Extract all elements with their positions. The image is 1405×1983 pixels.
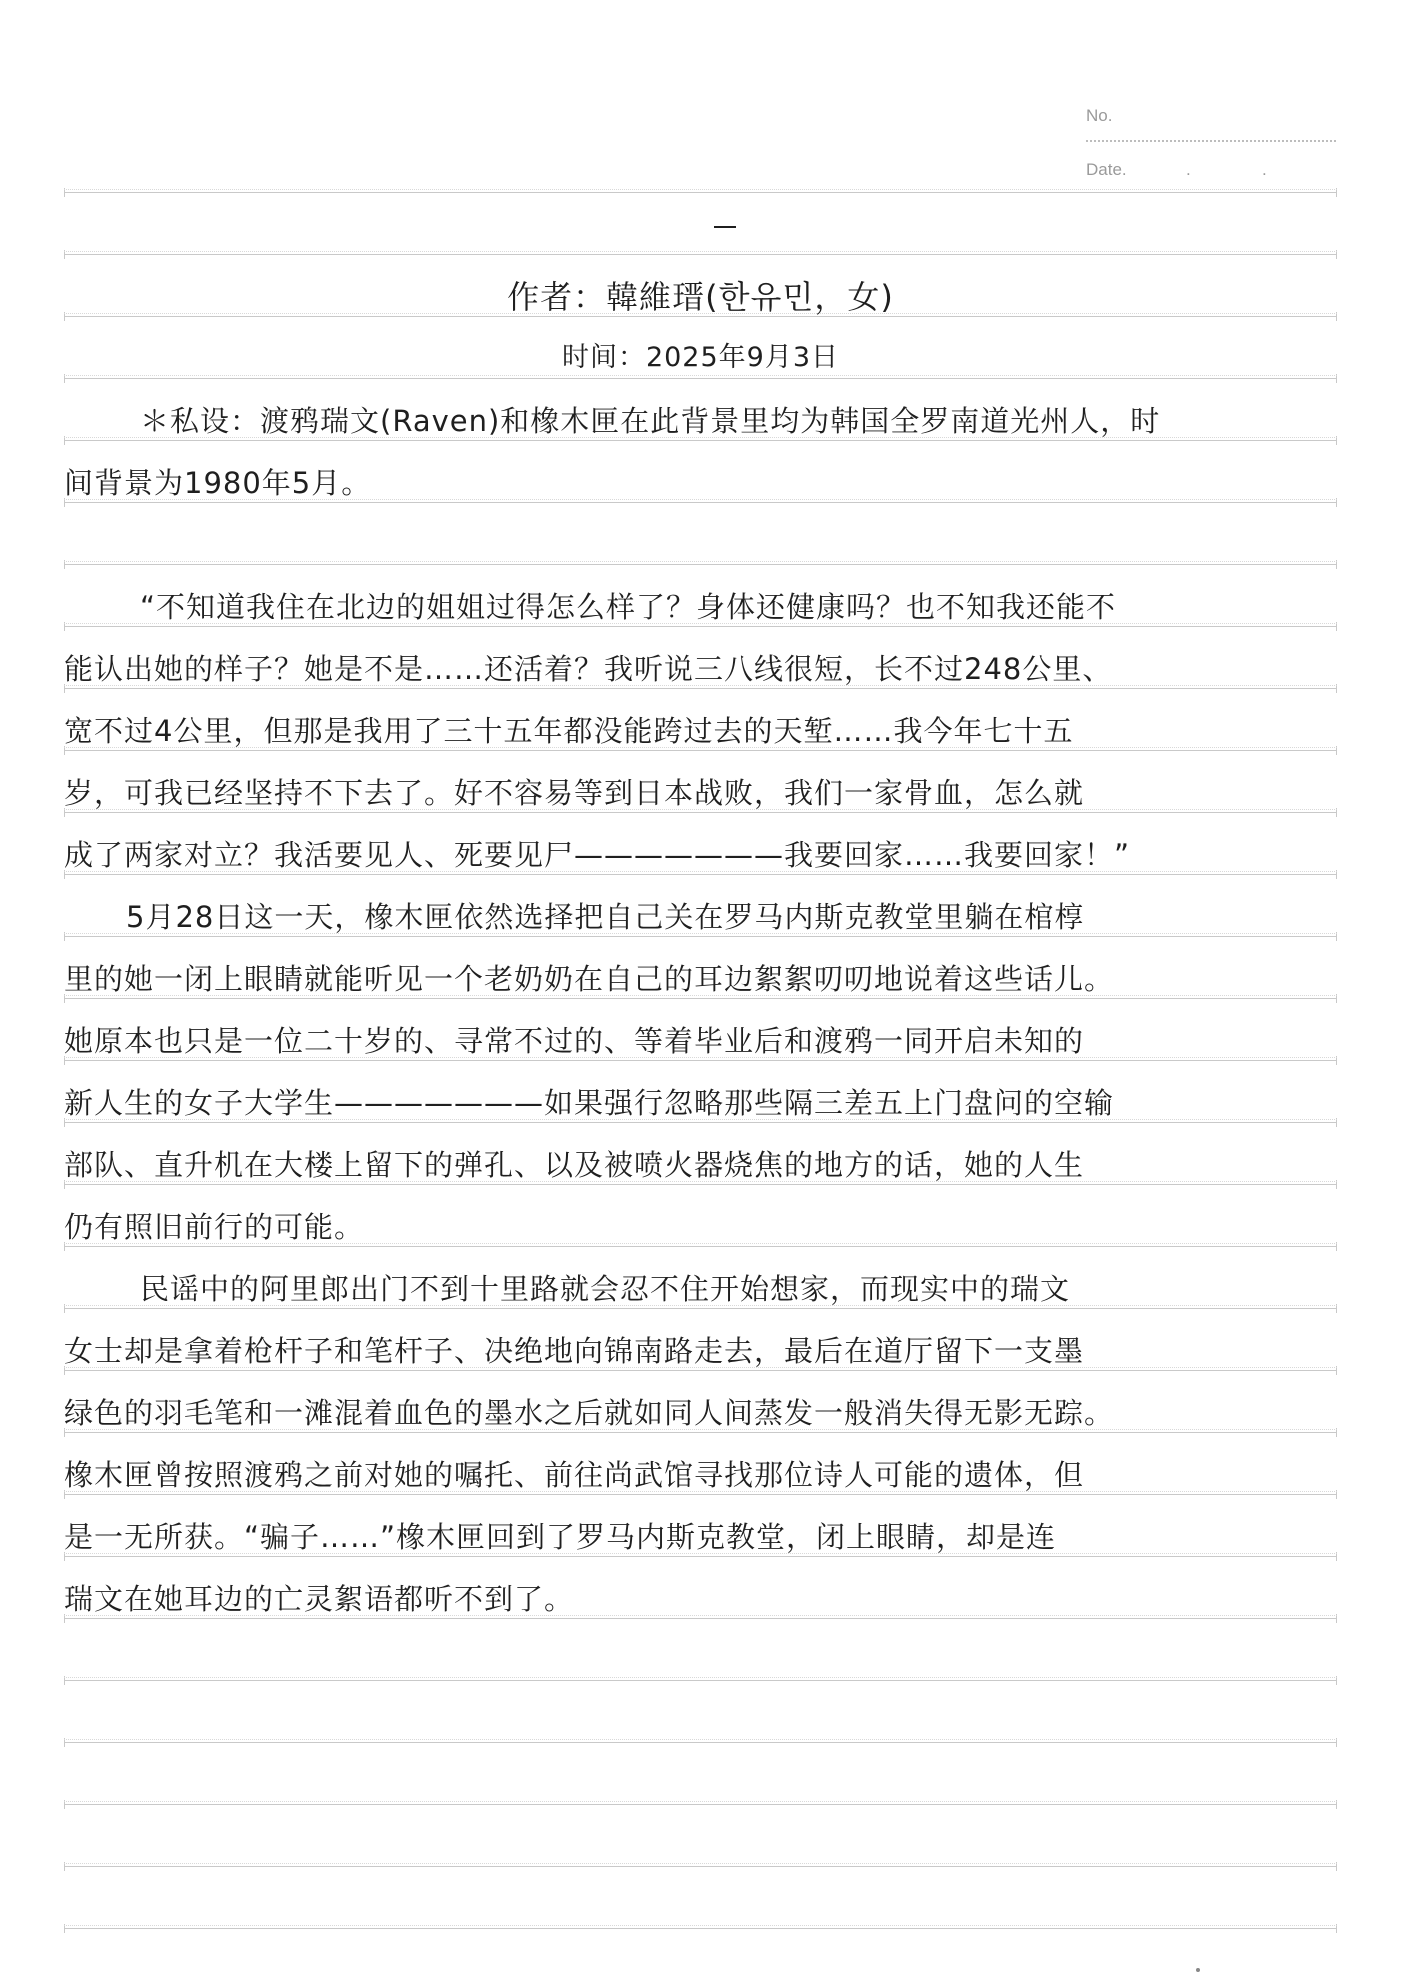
ruled-line — [64, 1804, 1337, 1805]
text-line: 瑞文在她耳边的亡灵絮语都听不到了。 — [64, 1582, 575, 1616]
section-numeral-mark — [714, 226, 736, 228]
author-line: 作者：韓維瑨(한유민，女) — [507, 278, 894, 316]
ruled-line — [64, 750, 1337, 751]
ruled-line — [64, 1246, 1337, 1247]
text-line: 仍有照旧前行的可能。 — [64, 1210, 365, 1244]
text-line: 民谣中的阿里郎出门不到十里路就会忍不住开始想家，而现实中的瑞文 — [140, 1272, 1071, 1306]
ruled-line — [64, 1308, 1337, 1309]
ruled-line — [64, 936, 1337, 937]
text-line: 绿色的羽毛笔和一滩混着血色的墨水之后就如同人间蒸发一般消失得无影无踪。 — [64, 1396, 1115, 1430]
ruled-line — [64, 440, 1337, 441]
page-mark-dot — [1196, 1968, 1200, 1972]
ruled-line — [64, 1184, 1337, 1185]
ruled-line — [64, 502, 1337, 503]
ruled-line — [64, 1494, 1337, 1495]
ruled-line — [64, 1060, 1337, 1061]
text-line: 5月28日这一天，橡木匣依然选择把自己关在罗马内斯克教堂里躺在棺椁 — [126, 900, 1085, 934]
ruled-line — [64, 1556, 1337, 1557]
text-line: 新人生的女子大学生———————如果强行忽略那些隔三差五上门盘问的空输 — [64, 1086, 1115, 1120]
date-label: Date. — [1086, 160, 1127, 179]
ruled-line — [64, 1370, 1337, 1371]
text-line: 女士却是拿着枪杆子和笔杆子、决绝地向锦南路走去，最后在道厅留下一支墨 — [64, 1334, 1085, 1368]
ruled-line — [64, 1122, 1337, 1123]
date-separator-dot: . — [1262, 160, 1267, 179]
ruled-line — [64, 688, 1337, 689]
ruled-line — [64, 564, 1337, 565]
text-line: ＊私设：渡鸦瑞文(Raven)和橡木匣在此背景里均为韩国全罗南道光州人，时 — [140, 404, 1161, 438]
text-line: 她原本也只是一位二十岁的、寻常不过的、等着毕业后和渡鸦一同开启未知的 — [64, 1024, 1085, 1058]
text-line: 里的她一闭上眼睛就能听见一个老奶奶在自己的耳边絮絮叨叨地说着这些话儿。 — [64, 962, 1115, 996]
text-line: 岁，可我已经坚持不下去了。好不容易等到日本战败，我们一家骨血，怎么就 — [64, 776, 1085, 810]
text-line: 能认出她的样子？她是不是……还活着？我听说三八线很短，长不过248公里、 — [64, 652, 1113, 686]
ruled-line — [64, 998, 1337, 999]
ruled-line — [64, 1432, 1337, 1433]
ruled-line — [64, 1928, 1337, 1929]
ruled-line — [64, 1618, 1337, 1619]
text-line: 部队、直升机在大楼上留下的弹孔、以及被喷火器烧焦的地方的话，她的人生 — [64, 1148, 1085, 1182]
ruled-line — [64, 1680, 1337, 1681]
text-line: 间背景为1980年5月。 — [64, 466, 372, 500]
ruled-line — [64, 254, 1337, 255]
ruled-line — [64, 626, 1337, 627]
text-line: 橡木匣曾按照渡鸦之前对她的嘱托、前往尚武馆寻找那位诗人可能的遗体，但 — [64, 1458, 1085, 1492]
ruled-line — [64, 1742, 1337, 1743]
text-line: 宽不过4公里，但那是我用了三十五年都没能跨过去的天堑……我今年七十五 — [64, 714, 1074, 748]
ruled-line — [64, 378, 1337, 379]
text-line: 成了两家对立？我活要见人、死要见尸———————我要回家……我要回家！” — [64, 838, 1131, 872]
ruled-line — [64, 192, 1337, 193]
no-line — [1086, 140, 1336, 142]
ruled-line — [64, 874, 1337, 875]
text-line: 是一无所获。“骗子……”橡木匣回到了罗马内斯克教堂，闭上眼睛，却是连 — [64, 1520, 1057, 1554]
ruled-line — [64, 812, 1337, 813]
date-separator-dot: . — [1186, 160, 1191, 179]
text-line: “不知道我住在北边的姐姐过得怎么样了？身体还健康吗？也不知我还能不 — [140, 590, 1117, 624]
ruled-line — [64, 1866, 1337, 1867]
time-line: 时间：2025年9月3日 — [561, 342, 840, 373]
no-label: No. — [1086, 106, 1113, 125]
